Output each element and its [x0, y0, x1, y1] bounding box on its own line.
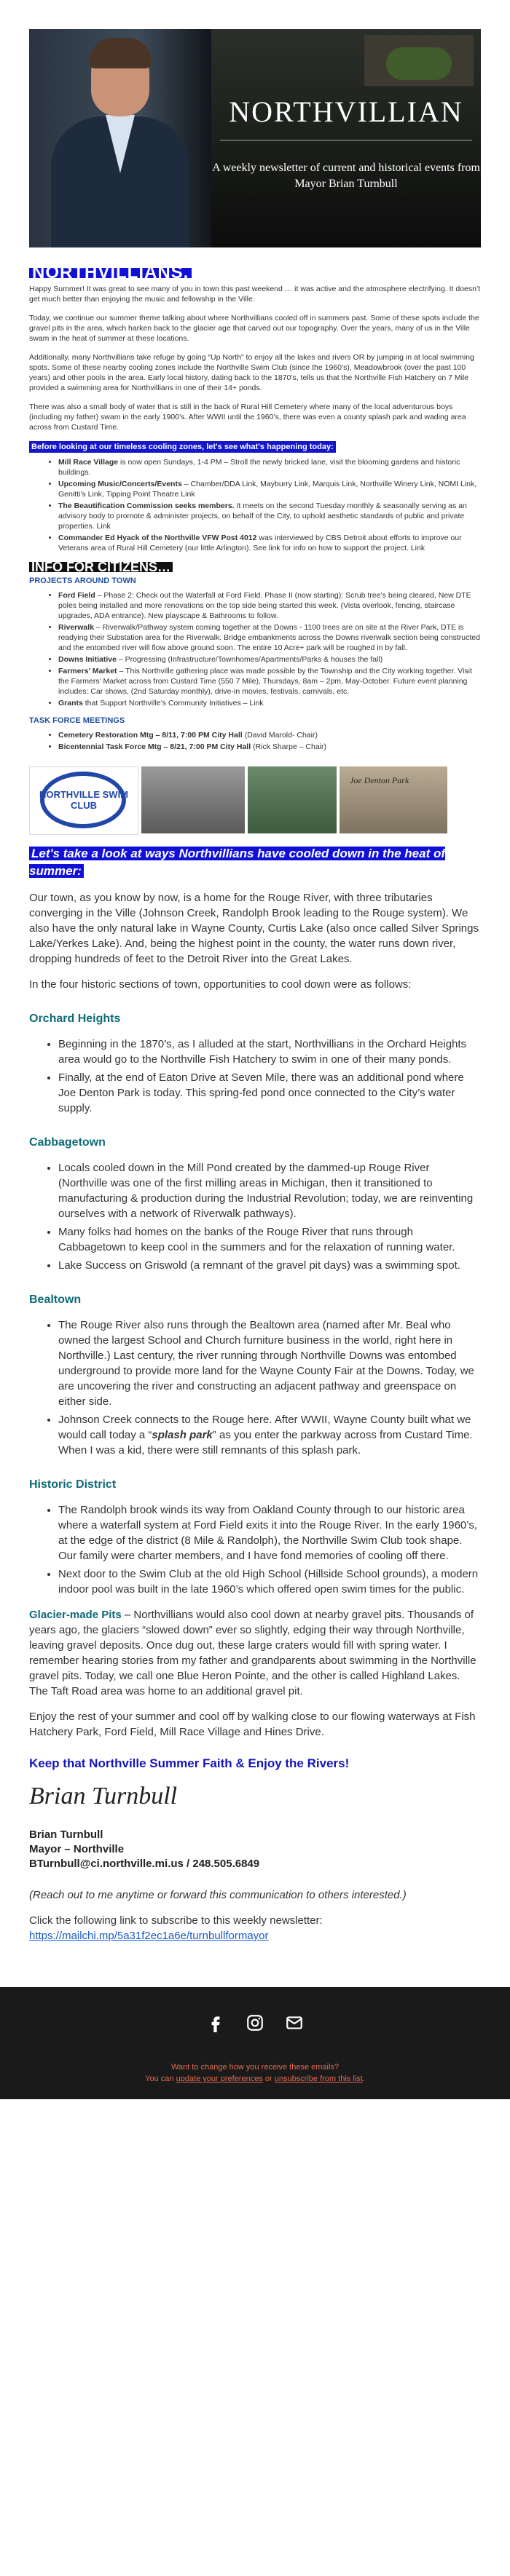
park-photo: Joe Denton Park [340, 766, 447, 833]
footer-question: Want to change how you receive these emails? [170, 2063, 340, 2072]
feature-heading: Let's take a look at ways Northvillians have cooled down in the heat of summer: [29, 847, 446, 878]
list-item: • The Randolph brook winds its way from Oakland County through to our historic area where a waterfall system at Ford Field exits it into the Rouge River. In the early 1960’s, at the edge of the district (8 Mile & Randolph), the Northville Swim Club took shape. Our family were charter members, and I have fond memories of cooling off there. [58, 1502, 481, 1564]
section-title: Historic District [29, 1478, 117, 1491]
section-title: Orchard Heights [29, 1012, 121, 1025]
subscribe-link[interactable]: https://mailchi.mp/5a31f2ec1a6e/turnbullformayor [29, 1930, 269, 1942]
list-item[interactable]: • Upcoming Music/Concerts/Events – Chamber/DDA Link, Mayburry Link, Marquis Link, Northville Winery Link, NOMI Link, Genitti’s Link, Tipping Point Theatre Link [58, 479, 481, 499]
projects-label: PROJECTS AROUND TOWN [29, 576, 136, 585]
section-list [29, 1317, 481, 1458]
list-item: • Lake Success on Griswold (a remnant of the gravel pit days) was a swimming spot. [58, 1258, 481, 1273]
section-list [29, 1160, 481, 1273]
pond-photo [248, 766, 337, 833]
list-item: • Many folks had homes on the banks of the Rouge River that runs through Cabbagetown to keep cool in the summers and for the relaxation of running water. [58, 1224, 481, 1255]
taskforce-list [29, 730, 481, 752]
intro-paragraph: There was also a small body of water that is still in the back of Rural Hill Cemetery where many of the local adventurous boys (including my father) swam in the early 1900’s. After WWII until the 1960’s, there was even a county splash park and wading area across from Custard Time. [29, 403, 466, 432]
list-item: • Downs Initiative – Progressing (Infrastructure/Townhomes/Apartments/Parks & houses the fall) [58, 654, 481, 665]
historic-photo [141, 766, 245, 833]
feature-heading-wrap [29, 845, 481, 880]
closing-line: Keep that Northville Summer Faith & Enjoy the Rivers! [29, 1756, 350, 1770]
downtown-photo [211, 29, 481, 247]
projects-list [29, 590, 481, 708]
instagram-icon[interactable] [246, 2013, 264, 2032]
photo-strip [29, 766, 481, 833]
feature-section [29, 890, 481, 1943]
list-item[interactable]: • Commander Ed Hyack of the Northville VFW Post 4012 was interviewed by CBS Detroit about efforts to improve our Veterans area of Rural Hill Cemetery (our little Arlington). See link for info on how to support the project. Link [58, 533, 481, 553]
email-icon[interactable] [285, 2013, 304, 2032]
footer-links: You can update your preferences or unsubscribe from this list. [145, 2074, 365, 2083]
section-list [29, 1502, 481, 1597]
list-item: • Cemetery Restoration Mtg – 8/11, 7:00 PM City Hall (David Marold- Chair) [58, 730, 481, 740]
list-item: • Next door to the Swim Club at the old High School (Hillside School grounds), a modern indoor pool was built in the late 1960’s which offered open swim times for the public. [58, 1566, 481, 1597]
list-item: • The Rouge River also runs through the Bealtown area (named after Mr. Beal who owned the largest School and Church furniture business in the world, right here in Northville.) Last century, the river running through Northville Downs was entombed underground to provide more land for the Wayne County Fair at the Downs. Today, we are uncovering the river and constructing an adjacent pathway and greenspace on either side. [58, 1317, 481, 1409]
list-item: • Finally, at the end of Eaton Drive at Seven Mile, there was an additional pond where Joe Denton Park is today. This spring-fed pond once connected to the City’s water supply. [58, 1070, 481, 1116]
list-item: • Locals cooled down in the Mill Pond created by the dammed-up Rouge River (Northville was one of the first milling areas in Michigan, then it transitioned to manufacturing & production during the Industrial Revolution; today, we are reinventing ourselves with a network of Riverwalk pathways). [58, 1160, 481, 1221]
intro-paragraph: Happy Summer! It was great to see many of you in town this past weekend … it was active and the atmosphere electrifying. It doesn’t get much better than enjoying the music and fellowship in the Ville. [29, 285, 481, 304]
feature-paragraph: In the four historic sections of town, opportunities to cool down were as follows: [29, 978, 412, 991]
list-item: • Bicentennial Task Force Mtg – 8/21, 7:00 PM City Hall (Rick Sharpe – Chair) [58, 742, 481, 752]
info-label: INFO FOR CITIZENS… [29, 562, 173, 572]
list-item: • Riverwalk – Riverwalk/Pathway system coming together at the Downs - 1100 trees are on site at the River Park, DTE is readying their Substation area for the Riverwalk. Bridge embankments across the Downs riverwalk section being constructed and the entombed river will flow above ground soon. The entire 10 Acre+ park will be roughed in by fall. [58, 622, 481, 653]
mayor-photo [29, 29, 211, 247]
footer [0, 1987, 510, 2099]
update-preferences-link[interactable]: update your preferences [176, 2074, 263, 2083]
newsletter [29, 0, 481, 1943]
happening-label: Before looking at our timeless cooling zones, let's see what's happening today: [29, 441, 336, 453]
list-item: • Farmers’ Market – This Northville gathering place was made possible by the Township and the City working together. Visit the Farmers’ Market across from Custard Time (550 7 Mile), Thursdays, 8am – 2pm, May-October. Future event planning includes: Car shows, (2nd Saturday monthly), drive-in movies, festivals, carnivals, etc. [58, 666, 481, 697]
intro-section [29, 247, 481, 752]
section-list [29, 1037, 481, 1116]
taskforce-label: TASK FORCE MEETINGS [29, 716, 125, 725]
intro-paragraph: Additionally, many Northvillians take refuge by going “Up North” to enjoy all the lakes and rivers OR by jumping in at local swimming spots. Some of these nearby cooling zones include the Northville Swim Club (since the 1960’s), Meadowbrook (over the past 100 years) and other pools in the area. Early local history, dating back to the 1870’s, tells us that the Northville Fish Hatchery on 7 Mile provided a swimming area for Northvillians in one of their 14+ ponds. [29, 353, 474, 392]
happening-list [29, 457, 481, 553]
glacier-paragraph: Glacier-made Pits – Northvillians would also cool down at nearby gravel pits. Thousands of years ago, the glaciers “slowed down” ever so slightly, edging their way through Northville, leaving gravel deposits. Once dug out, these large craters would fill with spring water. I remember hearing stories from my father and grandparents about swimming in the Northville gravel pits. Today, we call one Blue Heron Pointe, and the other is called Highland Lakes. The Taft Road area was home to an additional gravel pit. [29, 1609, 476, 1697]
newsletter-title: NORTHVILLIAN [229, 95, 463, 128]
feature-paragraph: Our town, as you know by now, is a home for the Rouge River, with three tributaries converging in the Ville (Johnson Creek, Randolph Brook leading to the Rouge system). We also have the only natural lake in Wayne County, Curtis Lake (also once called Silver Springs Lake/Yerkes Lake). And, being the highest point in the county, the water runs down river, dropping hundreds of feet to the Detroit River into the Great Lakes. [29, 892, 479, 965]
social-icons [0, 2013, 510, 2032]
section-title: Bealtown [29, 1293, 82, 1306]
unsubscribe-link[interactable]: unsubscribe from this list [274, 2074, 363, 2083]
enjoy-paragraph: Enjoy the rest of your summer and cool off by walking close to our flowing waterways at Fish Hatchery Park, Ford Field, Mill Race Village and Hines Drive. [29, 1711, 476, 1738]
newsletter-tagline: A weekly newsletter of current and historical events from Mayor Brian Turnbull [212, 162, 480, 190]
signature: Brian Turnbull [29, 1783, 178, 1810]
list-item: • Johnson Creek connects to the Rouge here. After WWII, Wayne County built what we would call today a “splash park” as you enter the parkway across from Custard Time. When I was a kid, there were still remnants of this splash park. [58, 1412, 481, 1458]
subscribe-text: Click the following link to subscribe to this weekly newsletter: [29, 1914, 323, 1927]
section-title: Cabbagetown [29, 1136, 106, 1149]
list-item: • Beginning in the 1870’s, as I alluded at the start, Northvillians in the Orchard Heights area would go to the Northville Fish Hatchery to swim in one of their many ponds. [58, 1037, 481, 1067]
intro-paragraph: Today, we continue our summer theme talking about where Northvillians cooled off in summers past. Some of these spots include the gravel pits in the area, which harken back to the glacier age that carved out our topography. Over the years, many of us in the Ville swam in the heat of summer at these locations. [29, 314, 479, 343]
reach-out-note: (Reach out to me anytime or forward this communication to others interested.) [29, 1889, 407, 1901]
list-item: • Mill Race Village is now open Sundays, 1-4 PM – Stroll the newly bricked lane, visit the blooming gardens and historic buildings. [58, 457, 481, 477]
swim-club-logo: NORTHVILLE SWIM CLUB [29, 766, 138, 835]
facebook-icon[interactable] [206, 2013, 225, 2032]
header-banner [29, 29, 481, 247]
list-item: • Ford Field – Phase 2: Check out the Waterfall at Ford Field. Phase II (now starting): Scrub tree’s being cleared, New DTE poles being installed and more renovations on the top side being started this week. (Vista overlook, fencing, staircase upgrades, ADA entrance). New playscape & Bathrooms to follow. [58, 590, 481, 621]
list-item[interactable]: • Grants that Support Northville’s Community Initiatives – Link [58, 698, 481, 708]
signature-block: Brian Turnbull Mayor – Northville BTurnbull@ci.northville.mi.us / 248.505.6849 [29, 1828, 260, 1870]
list-item[interactable]: • The Beautification Commission seeks members. It meets on the second Tuesday monthly & seasonally serving as an advisory body to promote & administer projects, on behalf of the City, to uphold aesthetic standards of public and private properties. Link [58, 501, 481, 531]
greeting: NORTHVILLIANS, [29, 268, 192, 278]
